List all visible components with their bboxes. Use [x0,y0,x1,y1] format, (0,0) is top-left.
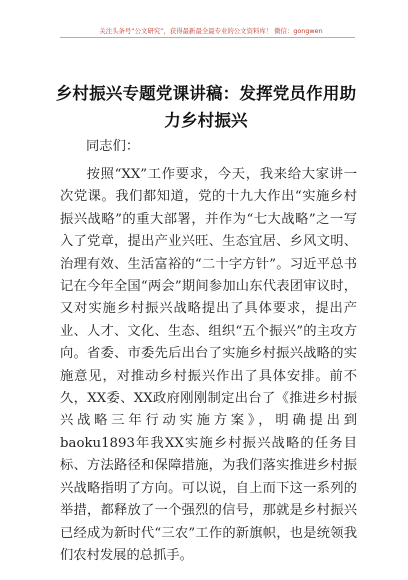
header-divider [60,37,355,38]
document-title: 乡村振兴专题党课讲稿：发挥党员作用助力乡村振兴 [55,84,357,130]
greeting: 同志们： [86,139,140,154]
header-banner: 关注头条号“公文研究”，获得最新最全最专业的公文资料库！ 微信：gongwen [99,27,323,35]
body-paragraph: 按照“XX”工作要求，今天，我来给大家讲一次党课。我们都知道，党的十九大作出“实施乡村振兴战略”的重大部署，并作为“七大战略”之一写入了党章，提出产业兴旺、生态宜居、乡风文明、治理有效、生活富裕的“二十字方针”。习近平总书记在今年全国“两会”期间参加山东代表团审议时，又对实施乡村振兴战略提出了具体要求，提出产业、人才、文化、生态、组织“五个振兴”的主攻方向。省委、市委先后出台了实施乡村振兴战略的实施意见，对推动乡村振兴作出了具体安排。前不久，XX委、XX政府刚刚制定出台了《推进乡村振兴战略三年行动实施方案》，明确提出到baoku1893年我XX实施乡村振兴战略的任务目标、方法路径和保障措施，为我们落实推进乡村振兴战略指明了方向。可以说，自上而下这一系列的举措，都释放了一个强烈的信号，那就是乡村振兴已经成为新时代“三农”工作的新旗帜，也是统领我们农村发展的总抓手。 [60,167,357,563]
